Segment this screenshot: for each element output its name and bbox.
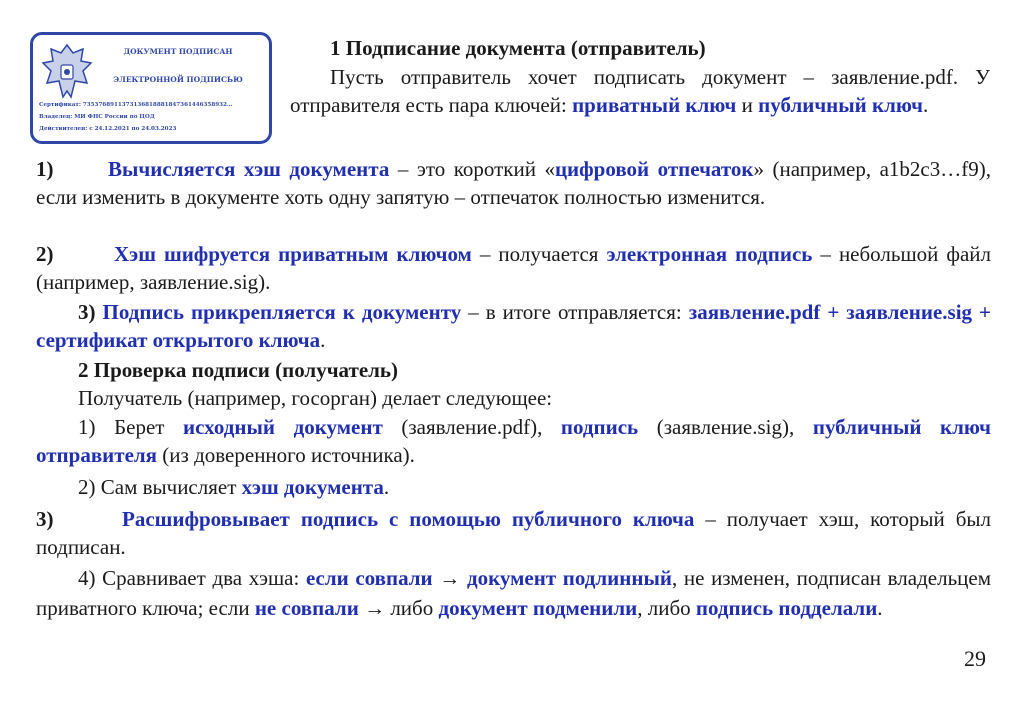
- step3-mid: – в итоге отправляется:: [461, 300, 689, 324]
- v2-c: .: [383, 475, 390, 499]
- step2-bold2: электронная подпись: [606, 242, 813, 266]
- step2-rest: – небольшой файл (например, заявление.sig).: [36, 242, 992, 294]
- private-key-term: приватный ключ: [572, 93, 737, 117]
- step1-bold: Вычисляется хэш документа: [108, 157, 390, 181]
- verify-step4: [36, 563, 991, 623]
- step1-number: 1): [36, 157, 54, 181]
- v4-d: , либо: [637, 596, 696, 620]
- v4-arrow1: →: [432, 566, 467, 590]
- v2-a: 2) Сам вычисляет: [78, 475, 242, 499]
- v1-signature: подпись: [560, 415, 639, 439]
- step1-bold2: цифровой отпечаток: [554, 157, 754, 181]
- v4-a: 4) Сравнивает два хэша:: [78, 566, 306, 590]
- v4-mismatch: не совпали: [254, 596, 359, 620]
- v4-c: , не изменен, подписан владельцем приватного ключа; если: [36, 566, 992, 620]
- stamp-validity: Действителен: с 24.12.2021 по 24.03.2023: [39, 126, 177, 132]
- section2-heading: 2 Проверка подписи (получатель): [78, 358, 399, 382]
- step2-mid: – получается: [471, 242, 607, 266]
- section1-heading: 1 Подписание документа (отправитель): [330, 36, 706, 60]
- step1-mid: – это короткий «: [389, 157, 555, 181]
- step2-bold: Хэш шифруется приватным ключом: [114, 242, 472, 266]
- v3-number: 3): [36, 507, 54, 531]
- stamp-subtitle: ЭЛЕКТРОННОЙ ПОДПИСЬЮ: [113, 75, 243, 84]
- intro-and: и: [736, 93, 759, 117]
- v1-public-key: публичный ключ отправителя: [36, 415, 992, 467]
- v4-arrow2: → либо: [358, 596, 439, 620]
- step1-paragraph: [36, 155, 991, 211]
- v4-replaced: документ подменили: [438, 596, 638, 620]
- v1-d: (заявление.sig),: [638, 415, 813, 439]
- v1-c: (заявление.pdf),: [382, 415, 561, 439]
- step3-paragraph: [36, 298, 991, 354]
- v3-rest: – получает хэш, который был подписан.: [36, 507, 991, 559]
- step1-rest: » (например, a1b2c3…f9), если изменить в документе хоть одну запятую – отпечаток полностью изменится.: [36, 157, 991, 209]
- v1-a: 1) Берет: [78, 415, 184, 439]
- intro-dot: .: [922, 93, 929, 117]
- v4-forged: подпись подделали: [695, 596, 878, 620]
- verify-step3: [36, 505, 991, 561]
- step3-rest: .: [320, 328, 326, 352]
- step3-bold2: заявление.pdf + заявление.sig + сертификат открытого ключа: [36, 300, 991, 352]
- v2-hash: хэш документа: [241, 475, 384, 499]
- step2-number: 2): [36, 242, 54, 266]
- step3-bold: Подпись прикрепляется к документу: [102, 300, 462, 324]
- stamp-title: ДОКУМЕНТ ПОДПИСАН: [123, 47, 233, 56]
- v1-source-document: исходный документ: [183, 415, 383, 439]
- v3-bold: Расшифровывает подпись с помощью публичного ключа: [122, 507, 695, 531]
- intro-text: Пусть отправитель хочет подписать документ – заявление.pdf. У отправителя есть пара ключей:: [290, 65, 990, 117]
- v4-match: если совпали: [305, 566, 433, 590]
- v4-authentic: документ подлинный: [466, 566, 672, 590]
- coat-of-arms-icon: [39, 41, 95, 103]
- section2-intro: Получатель (например, госорган) делает следующее:: [78, 386, 553, 410]
- section1-intro: [290, 63, 990, 119]
- stamp-owner: Владелец: МИ ФНС России по ЦОД: [39, 114, 155, 120]
- e-signature-stamp: [30, 32, 272, 144]
- step3-number: 3): [78, 300, 96, 324]
- v4-e: .: [877, 596, 883, 620]
- v1-e: (из доверенного источника).: [157, 443, 415, 467]
- stamp-certificate: Сертификат: 7353768911373136818881847361446358932…: [39, 102, 233, 108]
- step2-paragraph: [36, 240, 991, 296]
- public-key-term: публичный ключ: [758, 93, 923, 117]
- verify-step2: [78, 473, 978, 501]
- page-number: 29: [964, 646, 986, 671]
- verify-step1: [36, 413, 991, 469]
